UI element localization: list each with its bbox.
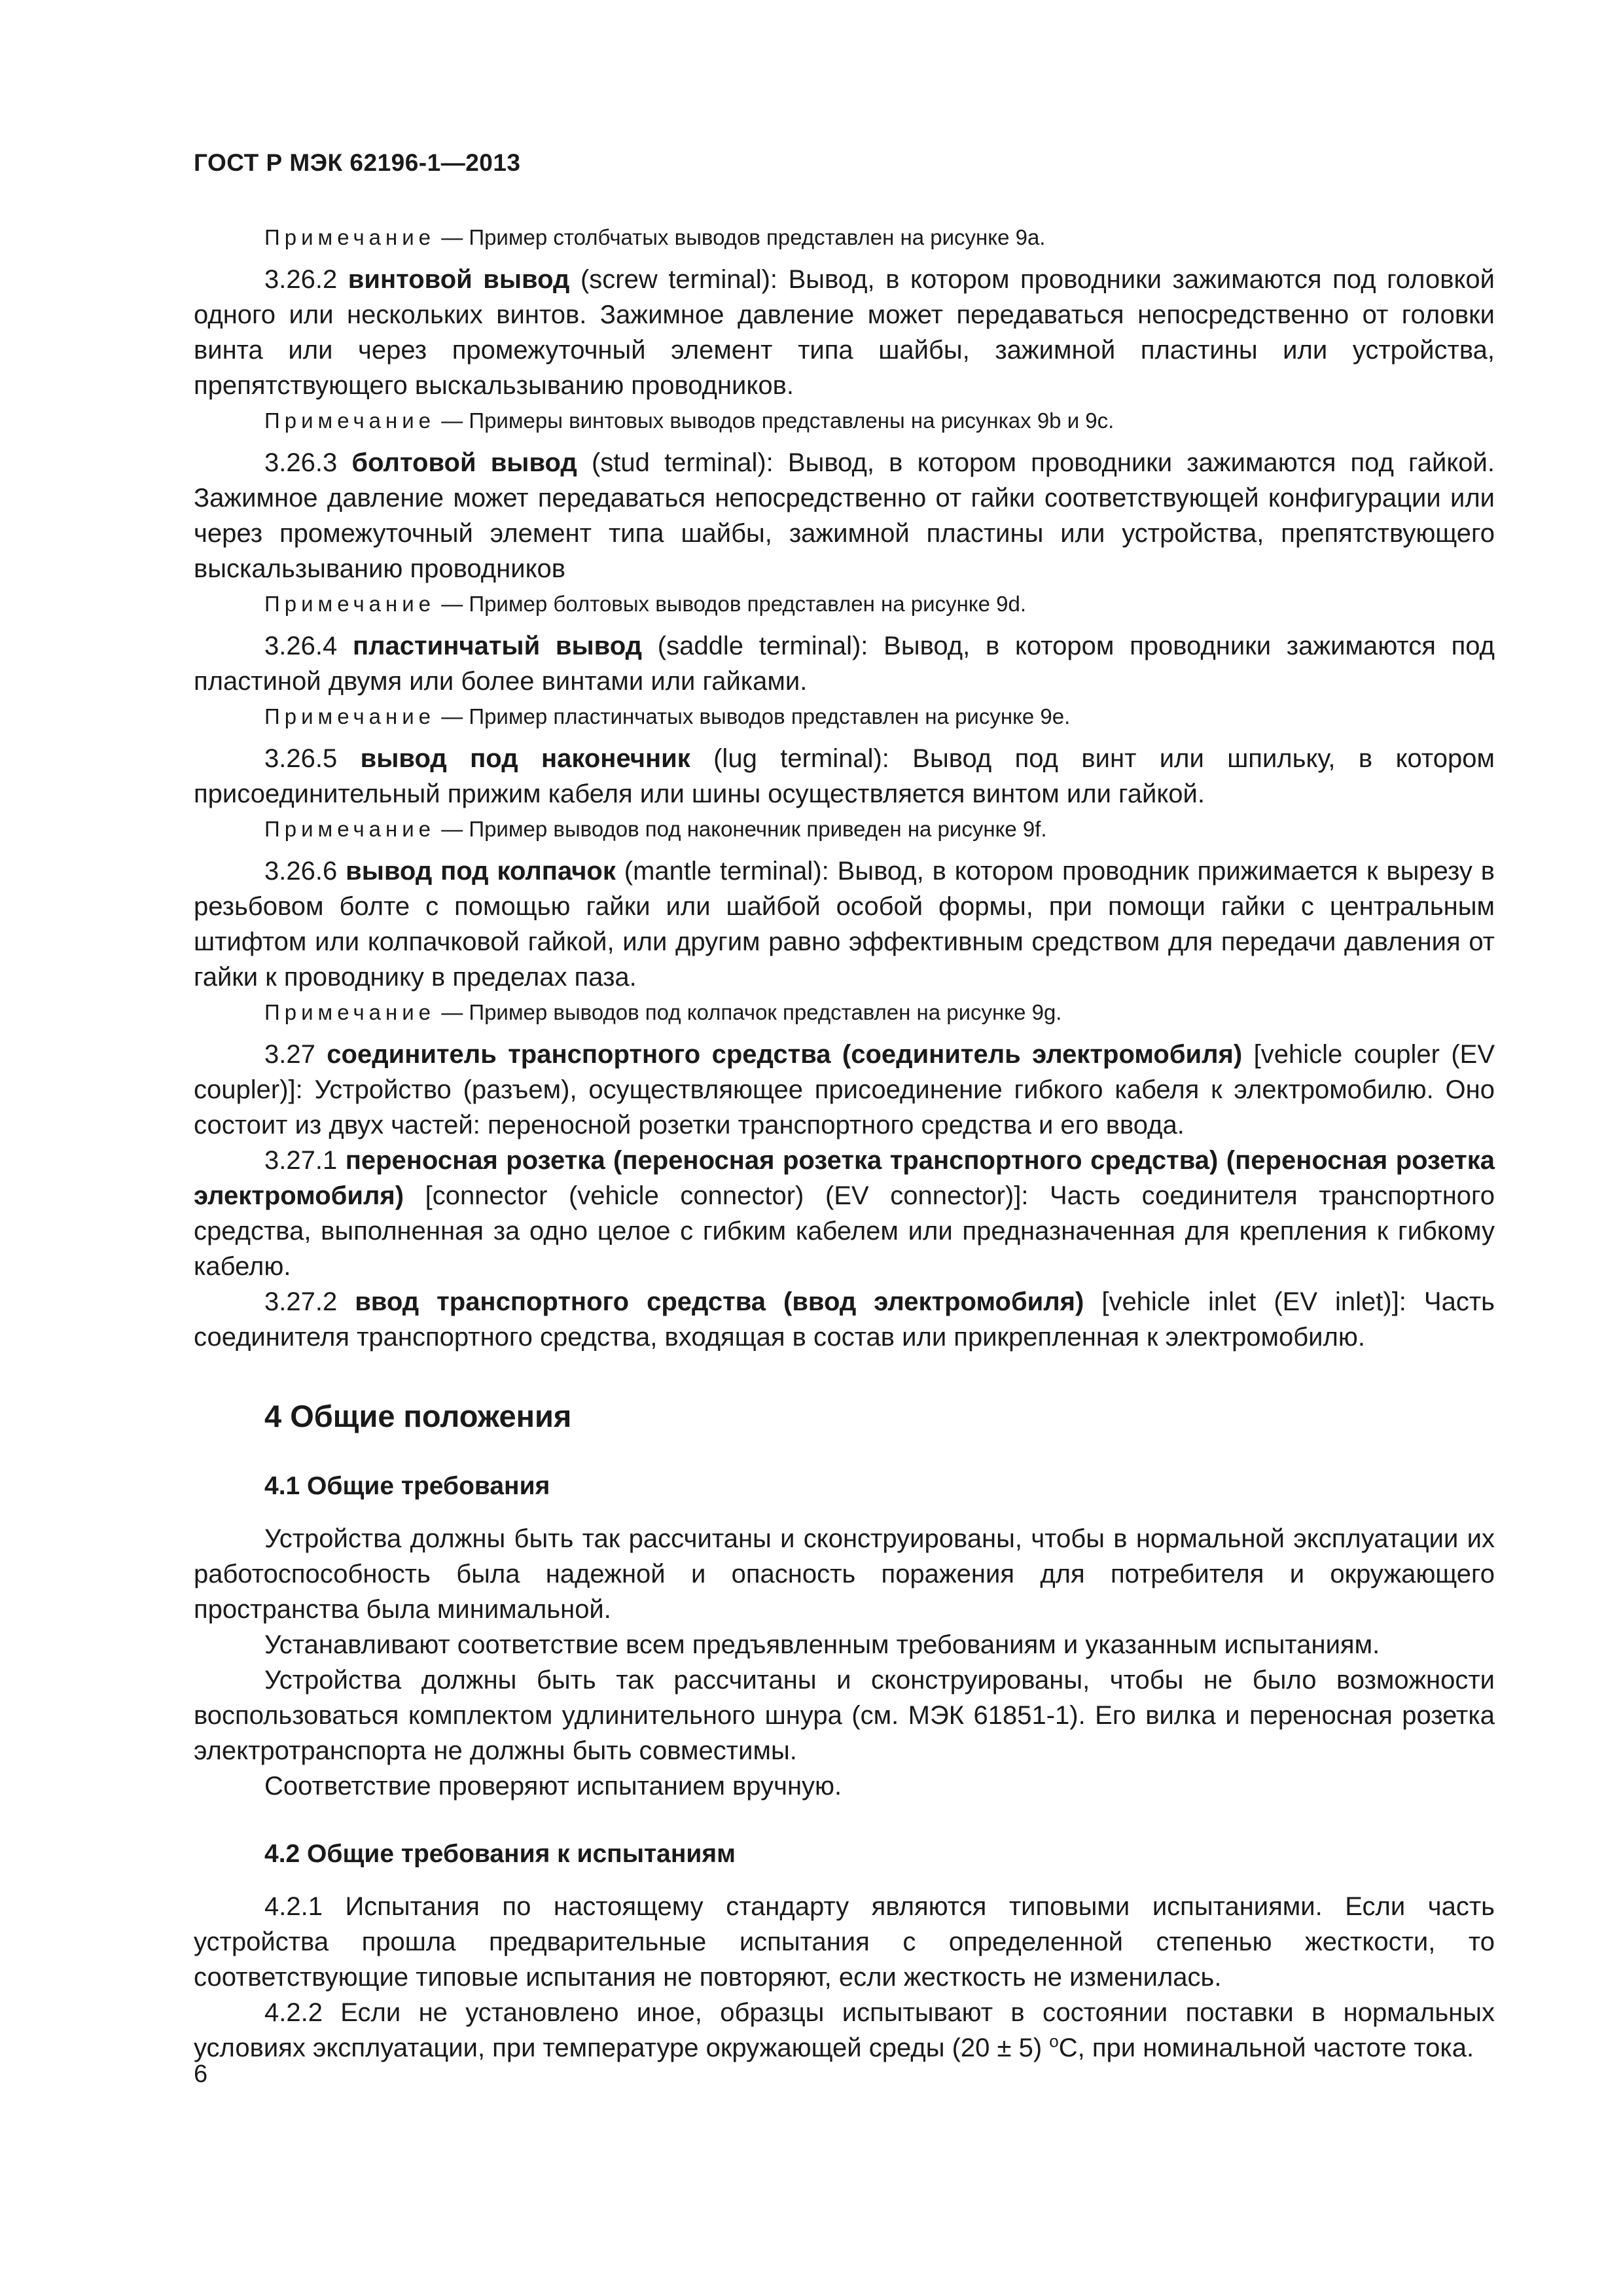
clause-number: 3.26.6 <box>264 857 338 886</box>
paragraph: Устройства должны быть так рассчитаны и сконструированы, чтобы в нормальной эксплуатации их работоспособность была надежной и опасность поражения для потребителя и окружающего пространства была минимальной. <box>194 1524 1495 1624</box>
clause-text: [connector (vehicle connector) (EV connector)]: Часть соединителя транспортного средства, выполненная за одно целое с гибким кабелем или предназначенная для крепления к гибкому кабелю. <box>194 1181 1495 1281</box>
note-label: Примечание <box>264 1000 436 1024</box>
clause-text: (stud terminal): Вывод, в котором проводники зажимаются под гайкой. Зажимное давление может передаваться непосредственно от гайки соответствующей конфигурации или через промежуточный элемент типа шайбы, зажимной пластины или устройства, препятствующего выскальзыванию проводников <box>194 448 1495 583</box>
clause-text: (lug terminal): Вывод под винт или шпильку, в котором присоединительный прижим кабеля или шины осуществляется винтом или гайкой. <box>194 744 1495 808</box>
note <box>194 997 1495 1028</box>
note-label: Примечание <box>264 225 436 249</box>
clause-text: (screw terminal): Вывод, в котором проводники зажимаются под головкой одного или нескольких винтов. Зажимное давление может передаваться непосредственно от головки винта или через промежуточный элемент типа шайбы, зажимной пластины или устройства, препятствующего выскальзыванию проводников. <box>194 265 1495 400</box>
note <box>194 702 1495 732</box>
clause-number: 3.26.5 <box>264 744 338 773</box>
clause-number: 3.26.4 <box>264 632 338 660</box>
clause-term: переносная розетка (переносная розетка транспортного средства) (переносная розетка электромобиля) <box>194 1146 1495 1210</box>
clause-3-26-2 <box>194 262 1495 403</box>
note-text: — Пример болтовых выводов представлен на рисунке 9d. <box>441 592 1027 616</box>
page-content <box>194 220 1495 2066</box>
note <box>194 406 1495 436</box>
note-text: — Пример столбчатых выводов представлен на рисунке 9a. <box>441 225 1046 249</box>
clause-3-27 <box>194 1037 1495 1143</box>
section-heading-4: 4 Общие положения <box>264 1399 572 1433</box>
page-number: 6 <box>194 2060 208 2088</box>
note-text: — Пример выводов под наконечник приведен на рисунке 9f. <box>441 817 1047 841</box>
clause-term: соединитель транспортного средства (соединитель электромобиля) <box>327 1040 1243 1069</box>
paragraph-text: С, при номинальной частоте тока. <box>1058 2034 1474 2062</box>
clause-term: вывод под наконечник <box>360 744 690 773</box>
subsection-heading-4-1: 4.1 Общие требования <box>264 1472 550 1500</box>
paragraph-4-2-1: 4.2.1 Испытания по настоящему стандарту являются типовыми испытаниями. Если часть устройства прошла предварительные испытания с определенной степенью жесткости, то соответствующие типовые испытания не повторяют, если жесткость не изменилась. <box>194 1892 1495 1992</box>
note-text: — Пример пластинчатых выводов представлен на рисунке 9e. <box>441 704 1071 728</box>
clause-3-27-2 <box>194 1284 1495 1355</box>
clause-term: вывод под колпачок <box>346 857 616 886</box>
clause-term: пластинчатый вывод <box>352 632 643 660</box>
paragraph: Устанавливают соответствие всем предъявленным требованиям и указанным испытаниям. <box>264 1630 1380 1659</box>
note <box>194 814 1495 844</box>
clause-term: ввод транспортного средства (ввод электромобиля) <box>355 1287 1084 1316</box>
clause-text: [vehicle coupler (EV coupler)]: Устройство (разъем), осуществляющее присоединение гибкого кабеля к электромобилю. Оно состоит из двух частей: переносной розетки транспортного средства и его ввода. <box>194 1040 1495 1139</box>
clause-text: (saddle terminal): Вывод, в котором проводники зажимаются под пластиной двумя или более винтами или гайками. <box>194 632 1495 696</box>
clause-3-26-3 <box>194 445 1495 586</box>
clause-number: 3.26.3 <box>264 448 338 477</box>
paragraph-text: 4.2.2 Если не установлено иное, образцы испытывают в состоянии поставки в нормальных условиях эксплуатации, при температуре окружающей среды (20 ± 5) <box>194 1998 1495 2062</box>
paragraph-4-2-2 <box>194 1995 1495 2066</box>
clause-3-26-6 <box>194 853 1495 995</box>
clause-number: 3.26.2 <box>264 265 338 294</box>
note-text: — Пример выводов под колпачок представлен на рисунке 9g. <box>441 1000 1062 1024</box>
page-header-title: ГОСТ Р МЭК 62196-1—2013 <box>194 149 521 176</box>
clause-number: 3.27.2 <box>264 1287 338 1316</box>
note-label: Примечание <box>264 817 436 841</box>
clause-term: винтовой вывод <box>348 265 570 294</box>
clause-text: [vehicle inlet (EV inlet)]: Часть соединителя транспортного средства, входящая в состав или прикрепленная к электромобилю. <box>194 1287 1495 1352</box>
clause-number: 3.27.1 <box>264 1146 338 1175</box>
paragraph: Устройства должны быть так рассчитаны и сконструированы, чтобы не было возможности воспользоваться комплектом удлинительного шнура (см. МЭК 61851-1). Его вилка и переносная розетка электротранспорта не должны быть совместимы. <box>194 1666 1495 1765</box>
note-label: Примечание <box>264 408 436 433</box>
note <box>194 589 1495 619</box>
note-label: Примечание <box>264 592 436 616</box>
note-label: Примечание <box>264 704 436 728</box>
degree-sign: o <box>1049 2031 1059 2051</box>
paragraph: Соответствие проверяют испытанием вручную. <box>264 1772 842 1801</box>
clause-text: (mantle terminal): Вывод, в котором проводник прижимается к вырезу в резьбовом болте с помощью гайки или шайбой особой формы, при помощи гайки с центральным штифтом или колпачковой гайкой, или другим равно эффективным средством для передачи давления от гайки к проводнику в пределах паза. <box>194 857 1495 992</box>
clause-3-26-4 <box>194 628 1495 699</box>
subsection-heading-4-2: 4.2 Общие требования к испытаниям <box>264 1840 736 1868</box>
clause-number: 3.27 <box>264 1040 315 1069</box>
note-text: — Примеры винтовых выводов представлены на рисунках 9b и 9c. <box>441 408 1115 433</box>
clause-term: болтовой вывод <box>351 448 577 477</box>
clause-3-26-5 <box>194 741 1495 812</box>
clause-3-27-1 <box>194 1143 1495 1284</box>
note <box>194 223 1495 253</box>
